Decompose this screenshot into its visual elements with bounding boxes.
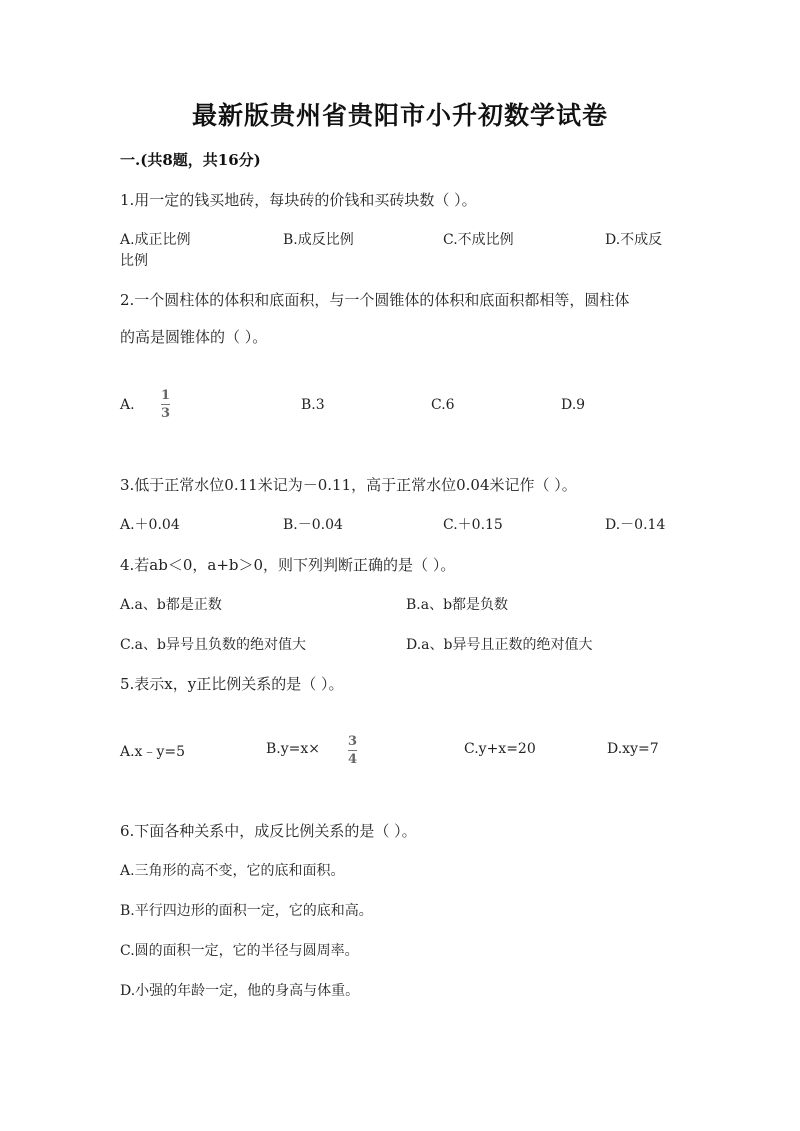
question-5-text: 5.表示x，y正比例关系的是（ ）。 <box>120 675 344 693</box>
question-5-option-a: A.x﹣y=5 <box>120 744 186 760</box>
question-5-option-b: B.y=x× <box>266 741 321 757</box>
fraction-numerator: 3 <box>348 734 358 749</box>
fraction-numerator: 1 <box>161 388 171 403</box>
question-4-option-c: C.a、b异号且负数的绝对值大 <box>120 637 306 653</box>
question-2-option-c: C.6 <box>431 397 455 413</box>
question-6-text: 6.下面各种关系中，成反比例关系的是（ ）。 <box>120 822 417 840</box>
question-1-option-d: D.不成反 <box>605 232 663 248</box>
question-1-option-c: C.不成比例 <box>443 232 514 248</box>
question-4-text: 4.若ab＜0，a+b＞0，则下列判断正确的是（ ）。 <box>120 556 456 574</box>
question-5-option-b-fraction <box>348 735 357 766</box>
question-3-option-c: C.＋0.15 <box>443 517 503 533</box>
question-5-option-d: D.xy=7 <box>607 741 659 757</box>
question-6-option-a: A.三角形的高不变，它的底和面积。 <box>120 863 345 879</box>
question-2-option-b: B.3 <box>301 397 325 413</box>
question-3-option-d: D.－0.14 <box>605 517 666 533</box>
question-2-text-line-1: 2.一个圆柱体的体积和底面积，与一个圆锥体的体积和底面积都相等，圆柱体 <box>120 291 630 309</box>
question-4-option-a: A.a、b都是正数 <box>120 597 222 613</box>
question-4-option-d: D.a、b异号且正数的绝对值大 <box>406 637 593 653</box>
page-title: 最新版贵州省贵阳市小升初数学试卷 <box>191 101 608 130</box>
question-3-text: 3.低于正常水位0.11米记为－0.11，高于正常水位0.04米记作（ ）。 <box>120 476 577 494</box>
fraction-bar <box>161 404 170 405</box>
fraction-denominator: 3 <box>161 406 171 421</box>
question-6-option-b: B.平行四边形的面积一定，它的底和高。 <box>120 903 373 919</box>
question-5-option-c: C.y+x=20 <box>464 741 536 757</box>
question-2-text-line-2: 的高是圆锥体的（ ）。 <box>120 328 268 346</box>
question-2-option-a: A. <box>120 397 135 413</box>
fraction-bar <box>348 750 357 751</box>
question-3-option-b: B.－0.04 <box>283 517 343 533</box>
question-1-option-a: A.成正比例 <box>120 232 191 248</box>
question-4-option-b: B.a、b都是负数 <box>406 597 509 613</box>
fraction-denominator: 4 <box>348 752 358 767</box>
section-heading: 一.(共8题，共16分) <box>120 151 261 169</box>
question-1-option-b: B.成反比例 <box>283 232 354 248</box>
question-3-option-a: A.＋0.04 <box>120 517 180 533</box>
question-1-text: 1.用一定的钱买地砖，每块砖的价钱和买砖块数（ ）。 <box>120 191 477 209</box>
question-2-option-d: D.9 <box>561 397 586 413</box>
question-6-option-d: D.小强的年龄一定，他的身高与体重。 <box>120 983 360 999</box>
question-1-option-d-wrap: 比例 <box>120 253 148 269</box>
question-6-option-c: C.圆的面积一定，它的半径与圆周率。 <box>120 943 359 959</box>
question-2-option-a-fraction <box>161 389 170 420</box>
